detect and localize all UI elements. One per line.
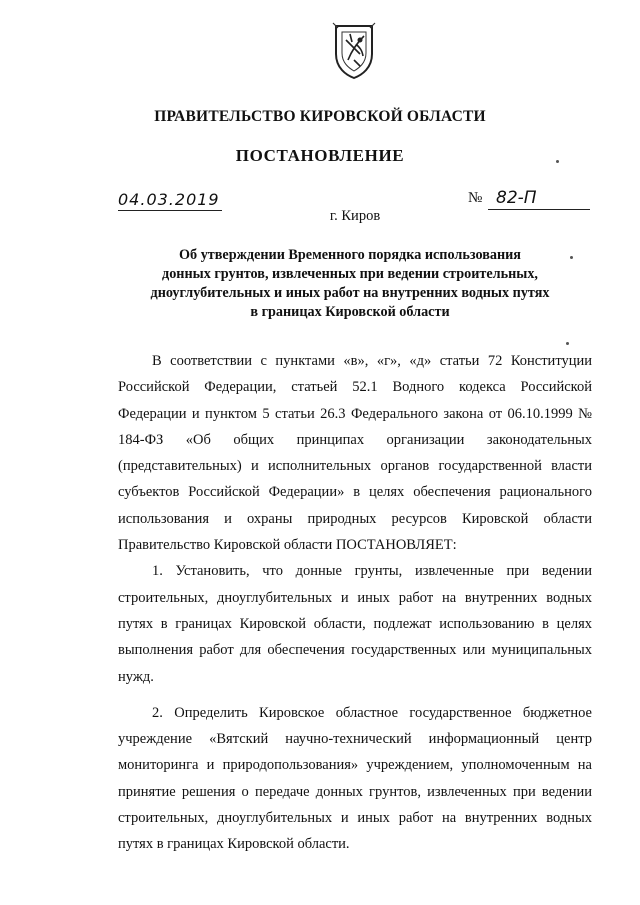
number-value: 82-П — [496, 188, 537, 208]
item-1-paragraph: 1. Установить, что донные грунты, извлеченные при ведении строительных, дноуглубительных и иных работ на внутренних водных путях в границах Кировской области, подлежат использованию в целях выполнения работ для обеспечения государственных или муниципальных нужд. — [118, 563, 592, 685]
scan-speck — [556, 160, 559, 163]
document-title — [130, 246, 570, 322]
title-line: Об утверждении Временного порядка использования — [179, 247, 521, 263]
title-line: дноуглубительных и иных работ на внутренних водных путях — [150, 285, 550, 301]
coat-of-arms-icon — [330, 20, 378, 80]
government-name: ПРАВИТЕЛЬСТВО КИРОВСКОЙ ОБЛАСТИ — [154, 108, 486, 125]
title-line: в границах Кировской области — [250, 304, 450, 320]
number-sign: № — [468, 190, 483, 206]
scan-speck — [566, 342, 569, 345]
document-date: 04.03.2019 — [118, 190, 222, 211]
preamble-paragraph: В соответствии с пунктами «в», «г», «д» статьи 72 Конституции Российской Федерации, статьей 52.1 Водного кодекса Российской Федерации и пунктом 5 статьи 26.3 Федерального закона от 06.10.1999 № 184-ФЗ «Об общих принципах организации законодательных (представительных) и исполнительных органов государственной власти субъектов Российской Федерации» в целях обеспечения рационального использования и охраны природных ресурсов Кировской области Правительство Кировской области ПОСТАНОВЛЯЕТ: — [118, 353, 592, 554]
document-number — [468, 188, 590, 210]
title-line: донных грунтов, извлеченных при ведении строительных, — [162, 266, 538, 282]
document-type: ПОСТАНОВЛЕНИЕ — [235, 146, 405, 165]
item-2-paragraph: 2. Определить Кировское областное государственное бюджетное учреждение «Вятский научно-технический информационный центр мониторинга и природопользования» учреждением, уполномоченным на принятие решения о передаче донных грунтов, извлеченных при ведении строительных, дноуглубительных и иных работ на внутренних водных путях в границах Кировской области. — [118, 704, 592, 853]
document-body — [118, 348, 592, 868]
scan-speck — [570, 256, 573, 259]
city: г. Киров — [329, 208, 381, 224]
